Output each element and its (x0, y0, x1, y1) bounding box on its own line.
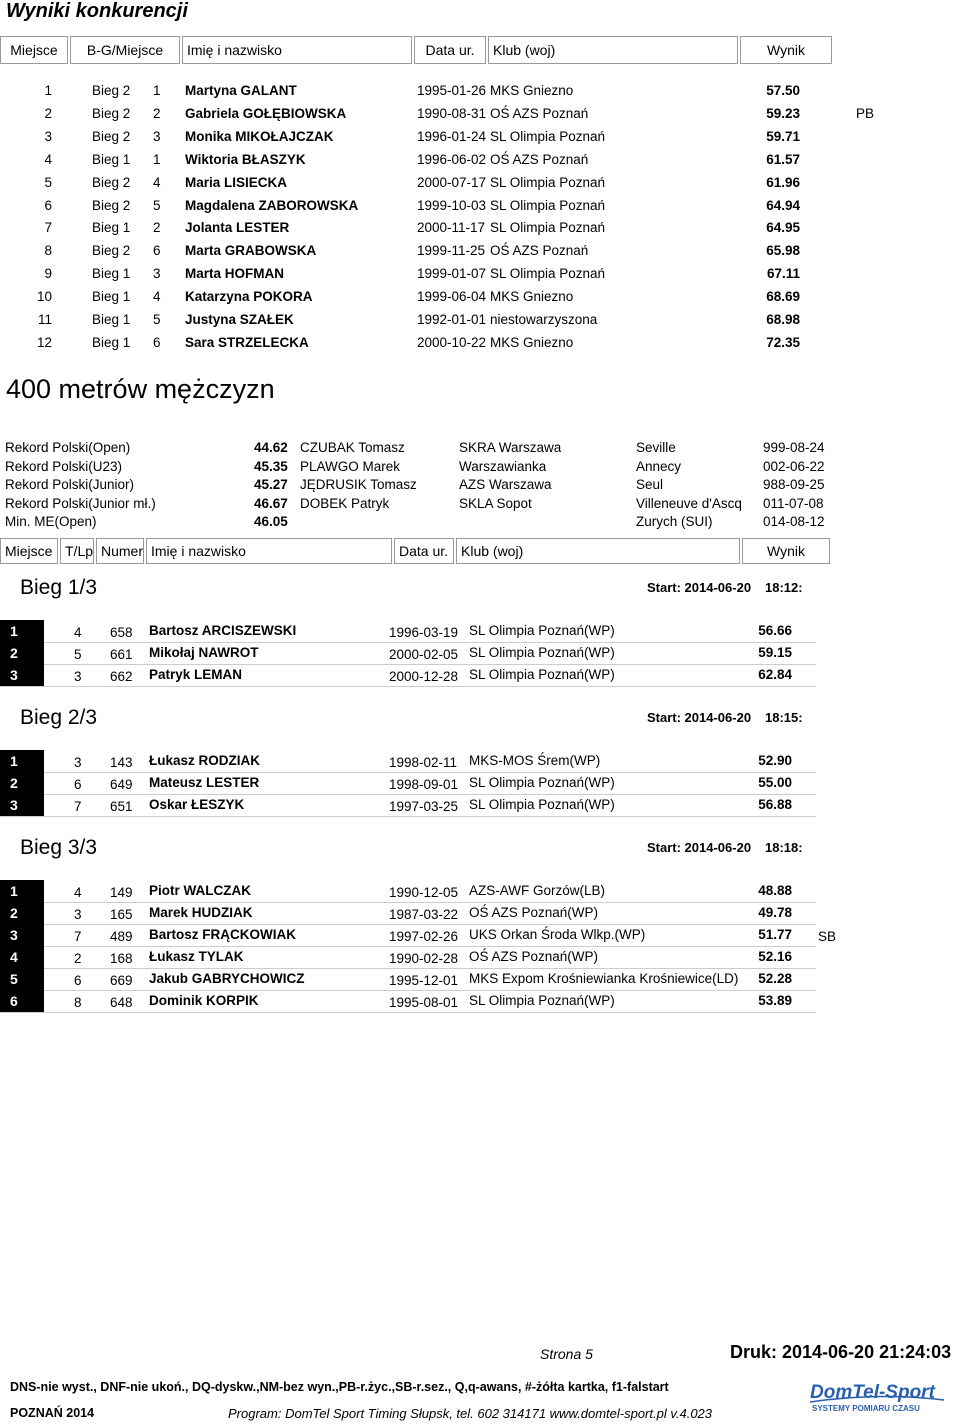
result-cell: 56.88 (758, 797, 792, 812)
col-name: Imię i nazwisko (146, 538, 392, 564)
place-cell: 2 (44, 105, 52, 121)
dob-cell: 2000-12-28 (389, 669, 459, 684)
heat-place-cell: 1 (153, 83, 161, 98)
place-cell: 6 (0, 990, 44, 1012)
record-holder: DOBEK Patryk (300, 495, 390, 511)
record-place: Zurych (SUI) (636, 514, 713, 529)
heat-cell: Bieg 2 (92, 105, 131, 121)
table-row (0, 750, 816, 773)
start-time: 18:12: (765, 580, 803, 595)
result-cell: 53.89 (758, 993, 792, 1008)
place-cell: 9 (44, 266, 52, 282)
col-heat-place: B-G/Miejsce (70, 36, 180, 64)
heat-place-cell: 1 (153, 151, 161, 167)
dob-cell: 1999-01-07 (417, 266, 487, 282)
place-cell: 1 (44, 83, 52, 98)
table-row (0, 195, 830, 218)
club-cell: niestowarzyszona (490, 312, 598, 327)
result-cell: 67.11 (766, 266, 800, 282)
dob-cell: 2000-07-17 (417, 174, 487, 190)
result-cell: 59.71 (766, 128, 800, 144)
place-cell: 1 (0, 880, 44, 902)
club-cell: SL Olimpia Poznań(WP) (469, 623, 615, 638)
result-cell: 64.95 (766, 220, 800, 236)
table-row (0, 794, 816, 817)
record-club: SKRA Warszawa (459, 440, 562, 455)
place-cell: 1 (0, 750, 44, 772)
record-date: 014-08-12 (763, 514, 825, 529)
result-cell: 49.78 (758, 905, 792, 920)
table-row (0, 149, 830, 172)
club-cell: SL Olimpia Poznań(WP) (469, 797, 615, 812)
name-cell: Marta GRABOWSKA (185, 243, 317, 259)
name-cell: Piotr WALCZAK (149, 883, 251, 898)
place-cell: 5 (0, 968, 44, 990)
heat-place-cell: 2 (153, 220, 161, 236)
record-row (0, 440, 840, 459)
result-cell: 52.90 (758, 753, 792, 768)
name-cell: Maria LISIECKA (185, 174, 288, 190)
bib-cell: 648 (110, 995, 133, 1010)
club-cell: SL Olimpia Poznań(WP) (469, 667, 615, 682)
place-cell: 7 (44, 220, 52, 236)
record-place: Seville (636, 440, 676, 455)
place-cell: 3 (0, 794, 44, 816)
place-cell: 1 (0, 620, 44, 642)
club-cell: UKS Orkan Środa Wlkp.(WP) (469, 927, 646, 942)
col-result: Wynik (740, 36, 832, 64)
table-row (0, 620, 816, 643)
record-holder: PLAWGO Marek (300, 458, 401, 474)
club-cell: SL Olimpia Poznań (490, 266, 606, 282)
lane-cell: 7 (74, 799, 82, 814)
lane-cell: 8 (74, 995, 82, 1010)
dob-cell: 1990-02-28 (389, 951, 459, 966)
dob-cell: 1998-02-11 (389, 755, 458, 770)
club-cell: MKS-MOS Śrem(WP) (469, 753, 601, 768)
dob-cell: 2000-02-05 (389, 647, 459, 662)
name-cell: Mateusz LESTER (149, 775, 260, 790)
table-row (0, 968, 816, 991)
col-dob: Data ur. (414, 36, 486, 64)
record-date: 002-06-22 (763, 458, 825, 474)
name-cell: Łukasz TYLAK (149, 949, 244, 964)
record-value: 44.62 (254, 440, 288, 455)
dob-cell: 1996-01-24 (417, 128, 487, 144)
results-header (0, 36, 830, 66)
dob-cell: 1999-10-03 (417, 197, 487, 213)
bib-cell: 168 (110, 951, 133, 966)
result-cell: 61.57 (766, 151, 800, 167)
heat-cell: Bieg 1 (92, 334, 131, 350)
start-label: Start: 2014-06-20 (647, 840, 752, 855)
name-cell: Sara STRZELECKA (185, 334, 309, 350)
club-cell: OŚ AZS Poznań (490, 243, 589, 259)
table-row (0, 172, 830, 195)
lane-cell: 3 (74, 669, 82, 684)
table-row (0, 664, 816, 687)
dob-cell: 1995-08-01 (389, 995, 459, 1010)
name-cell: Marta HOFMAN (185, 266, 285, 282)
record-row (0, 496, 840, 515)
club-cell: MKS Gniezno (490, 334, 574, 350)
start-time: 18:15: (765, 710, 803, 725)
heat-place-cell: 4 (153, 174, 161, 190)
record-label: Rekord Polski(Junior) (5, 477, 135, 492)
heat-cell: Bieg 1 (92, 151, 131, 167)
result-cell: 56.66 (758, 623, 792, 638)
name-cell: Patryk LEMAN (149, 667, 243, 682)
col-dob: Data ur. (394, 538, 454, 564)
name-cell: Bartosz FRĄCKOWIAK (149, 927, 296, 942)
lane-cell: 3 (74, 755, 82, 770)
dob-cell: 1996-03-19 (389, 625, 459, 640)
heat-cell: Bieg 2 (92, 243, 131, 259)
name-cell: Marek HUDZIAK (149, 905, 253, 920)
club-cell: SL Olimpia Poznań(WP) (469, 645, 615, 660)
col-place: Miejsce (0, 36, 68, 64)
record-row (0, 514, 840, 533)
result-cell: 62.84 (758, 667, 792, 682)
city-year: POZNAŃ 2014 (10, 1406, 95, 1420)
record-row (0, 459, 840, 478)
col-lane: T/Lp (60, 538, 94, 564)
bib-cell: 669 (110, 973, 133, 988)
heat-place-cell: 4 (153, 289, 161, 305)
record-place: Villeneuve d'Ascq (636, 495, 742, 511)
bib-cell: 651 (110, 799, 133, 814)
dob-cell: 1997-02-26 (389, 929, 459, 944)
bib-cell: 658 (110, 625, 133, 640)
table-row (0, 126, 830, 149)
place-cell: 2 (0, 902, 44, 924)
place-cell: 6 (44, 197, 52, 213)
dob-cell: 1995-12-01 (389, 973, 459, 988)
col-bib: Numer (96, 538, 144, 564)
record-value: 45.27 (254, 477, 288, 492)
name-cell: Justyna SZAŁEK (185, 312, 294, 327)
club-cell: SL Olimpia Poznań(WP) (469, 775, 615, 790)
result-cell: 57.50 (766, 83, 800, 98)
table-row (0, 217, 830, 240)
bib-cell: 149 (110, 885, 133, 900)
lane-cell: 4 (74, 625, 82, 640)
page-title: Wyniki konkurencji (6, 0, 188, 22)
place-cell: 10 (36, 289, 52, 305)
place-cell: 4 (44, 151, 52, 167)
table-row (0, 240, 830, 263)
result-cell: 59.23 (766, 105, 800, 121)
record-label: Rekord Polski(Open) (5, 440, 131, 455)
col-name: Imię i nazwisko (182, 36, 412, 64)
table-row (0, 880, 816, 903)
place-cell: 8 (44, 243, 52, 259)
record-club: Warszawianka (459, 458, 547, 474)
name-cell: Dominik KORPIK (149, 993, 259, 1008)
table-row (0, 286, 830, 309)
heat-title: Bieg 1/3 (20, 576, 98, 599)
record-holder: JĘDRUSIK Tomasz (300, 477, 417, 492)
dob-cell: 1996-06-02 (417, 151, 487, 167)
result-cell: 64.94 (766, 197, 800, 213)
club-cell: OŚ AZS Poznań (490, 151, 589, 167)
result-cell: 65.98 (766, 243, 800, 259)
club-cell: SL Olimpia Poznań (490, 220, 606, 236)
heat-title: Bieg 2/3 (20, 706, 98, 729)
club-cell: SL Olimpia Poznań (490, 197, 606, 213)
logo-graphic (808, 1378, 948, 1414)
heat-place-cell: 3 (153, 128, 161, 144)
legend: DNS-nie wyst., DNF-nie ukoń., DQ-dyskw.,NM-bez wyn.,PB-r.życ.,SB-r.sez., Q,q-awans, #-żółta kartka, f1-falstart (10, 1380, 669, 1394)
dob-cell: 1995-01-26 (417, 83, 487, 98)
record-value: 46.67 (254, 495, 288, 511)
start-label: Start: 2014-06-20 (647, 710, 752, 725)
heat-place-cell: 2 (153, 105, 161, 121)
name-cell: Łukasz RODZIAK (149, 753, 261, 768)
col-club: Klub (woj) (488, 36, 738, 64)
table-row (0, 80, 830, 103)
table-row (0, 263, 830, 286)
record-date: 988-09-25 (763, 477, 825, 492)
table-row (0, 902, 816, 925)
record-row (0, 477, 840, 496)
result-cell: 52.16 (758, 949, 792, 964)
place-cell: 11 (37, 312, 52, 327)
name-cell: Monika MIKOŁAJCZAK (185, 128, 334, 144)
bib-cell: 165 (110, 907, 133, 922)
heat-cell: Bieg 1 (92, 266, 131, 282)
heat-place-cell: 5 (153, 312, 161, 327)
lane-cell: 2 (74, 951, 82, 966)
bib-cell: 649 (110, 777, 133, 792)
place-cell: 3 (44, 128, 52, 144)
dob-cell: 1990-08-31 (417, 105, 487, 121)
table-row (0, 103, 875, 126)
dob-cell: 1998-09-01 (389, 777, 459, 792)
note-cell: PB (856, 105, 875, 121)
record-club: SKLA Sopot (459, 495, 532, 511)
result-cell: 68.69 (766, 289, 800, 305)
club-cell: OŚ AZS Poznań(WP) (469, 905, 599, 920)
record-value: 46.05 (254, 514, 288, 529)
dob-cell: 1997-03-25 (389, 799, 459, 814)
page-number: Strona 5 (540, 1346, 593, 1362)
result-cell: 52.28 (758, 971, 792, 986)
record-date: 999-08-24 (763, 440, 825, 455)
name-cell: Oskar ŁESZYK (149, 797, 245, 812)
place-cell: 12 (36, 334, 52, 350)
heat-cell: Bieg 1 (92, 220, 131, 236)
name-cell: Jolanta LESTER (185, 220, 290, 236)
place-cell: 5 (44, 174, 52, 190)
heat-cell: Bieg 1 (92, 312, 131, 327)
lane-cell: 6 (74, 973, 82, 988)
heats-header (0, 538, 830, 566)
record-holder: CZUBAK Tomasz (300, 440, 405, 455)
heat-cell: Bieg 2 (92, 174, 131, 190)
dob-cell: 1990-12-05 (389, 885, 459, 900)
name-cell: Martyna GALANT (185, 83, 297, 98)
result-cell: 68.98 (766, 312, 800, 327)
name-cell: Jakub GABRYCHOWICZ (149, 971, 305, 986)
club-cell: MKS Expom Krośniewianka Krośniewice(LD) (469, 971, 739, 986)
club-cell: MKS Gniezno (490, 289, 574, 305)
dob-cell: 2000-10-22 (417, 334, 487, 350)
table-row (0, 924, 837, 947)
name-cell: Magdalena ZABOROWSKA (185, 197, 359, 213)
heat-cell: Bieg 2 (92, 197, 131, 213)
start-time: 18:18: (765, 840, 803, 855)
col-place: Miejsce (0, 538, 58, 564)
table-row (0, 772, 816, 795)
dob-cell: 1992-01-01 (417, 312, 487, 327)
logo-text: DomTel-Sport (810, 1382, 935, 1403)
domtel-logo (808, 1378, 948, 1414)
lane-cell: 4 (74, 885, 82, 900)
note-cell: SB (818, 929, 837, 944)
bib-cell: 143 (110, 755, 133, 770)
print-date: Druk: 2014-06-20 21:24:03 (730, 1342, 952, 1362)
logo-subtext: SYSTEMY POMIARU CZASU (812, 1404, 920, 1413)
heat-place-cell: 6 (153, 243, 161, 259)
place-cell: 3 (0, 664, 44, 686)
lane-cell: 7 (74, 929, 82, 944)
table-row (0, 309, 830, 332)
name-cell: Gabriela GOŁĘBIOWSKA (185, 105, 347, 121)
bib-cell: 489 (110, 929, 133, 944)
heat-place-cell: 6 (153, 334, 161, 350)
result-cell: 51.77 (758, 927, 792, 942)
table-row (0, 642, 816, 665)
result-cell: 61.96 (766, 174, 800, 190)
club-cell: SL Olimpia Poznań (490, 128, 606, 144)
place-cell: 2 (0, 772, 44, 794)
dob-cell: 1999-06-04 (417, 289, 487, 305)
place-cell: 3 (0, 924, 44, 946)
place-cell: 4 (0, 946, 44, 968)
name-cell: Mikołaj NAWROT (149, 645, 259, 660)
section-title: 400 metrów mężczyzn (6, 374, 275, 404)
record-value: 45.35 (254, 458, 288, 474)
name-cell: Wiktoria BŁASZYK (185, 151, 306, 167)
table-row (0, 990, 816, 1013)
record-place: Annecy (636, 458, 682, 474)
heat-cell: Bieg 1 (92, 289, 131, 305)
club-cell: OŚ AZS Poznań (490, 105, 589, 121)
place-cell: 2 (0, 642, 44, 664)
name-cell: Bartosz ARCISZEWSKI (149, 623, 297, 638)
result-cell: 72.35 (766, 334, 800, 350)
club-cell: OŚ AZS Poznań(WP) (469, 949, 599, 964)
name-cell: Katarzyna POKORA (185, 289, 313, 305)
lane-cell: 3 (74, 907, 82, 922)
record-label: Min. ME(Open) (5, 514, 97, 529)
col-result: Wynik (742, 538, 830, 564)
table-row (0, 332, 830, 355)
record-place: Seul (636, 477, 664, 492)
club-cell: SL Olimpia Poznań (490, 174, 606, 190)
result-cell: 59.15 (758, 645, 792, 660)
bib-cell: 661 (110, 647, 133, 662)
heat-cell: Bieg 2 (92, 83, 131, 98)
start-label: Start: 2014-06-20 (647, 580, 752, 595)
lane-cell: 6 (74, 777, 82, 792)
heat-title: Bieg 3/3 (20, 836, 98, 859)
result-cell: 55.00 (758, 775, 792, 790)
bib-cell: 662 (110, 669, 133, 684)
heat-place-cell: 5 (153, 197, 161, 213)
record-label: Rekord Polski(Junior mł.) (5, 495, 156, 511)
dob-cell: 1987-03-22 (389, 907, 459, 922)
record-date: 011-07-08 (763, 495, 824, 511)
record-label: Rekord Polski(U23) (5, 458, 123, 474)
club-cell: MKS Gniezno (490, 83, 574, 98)
program-info: Program: DomTel Sport Timing Słupsk, tel. 602 314171 www.domtel-sport.pl v.4.023 (228, 1406, 713, 1421)
club-cell: SL Olimpia Poznań(WP) (469, 993, 615, 1008)
club-cell: AZS-AWF Gorzów(LB) (469, 883, 606, 898)
col-club: Klub (woj) (456, 538, 740, 564)
lane-cell: 5 (74, 647, 82, 662)
dob-cell: 1999-11-25 (417, 243, 486, 259)
dob-cell: 2000-11-17 (417, 220, 486, 236)
record-club: AZS Warszawa (459, 477, 552, 492)
table-row (0, 946, 816, 969)
heat-place-cell: 3 (153, 266, 161, 282)
heat-cell: Bieg 2 (92, 128, 131, 144)
result-cell: 48.88 (758, 883, 792, 898)
